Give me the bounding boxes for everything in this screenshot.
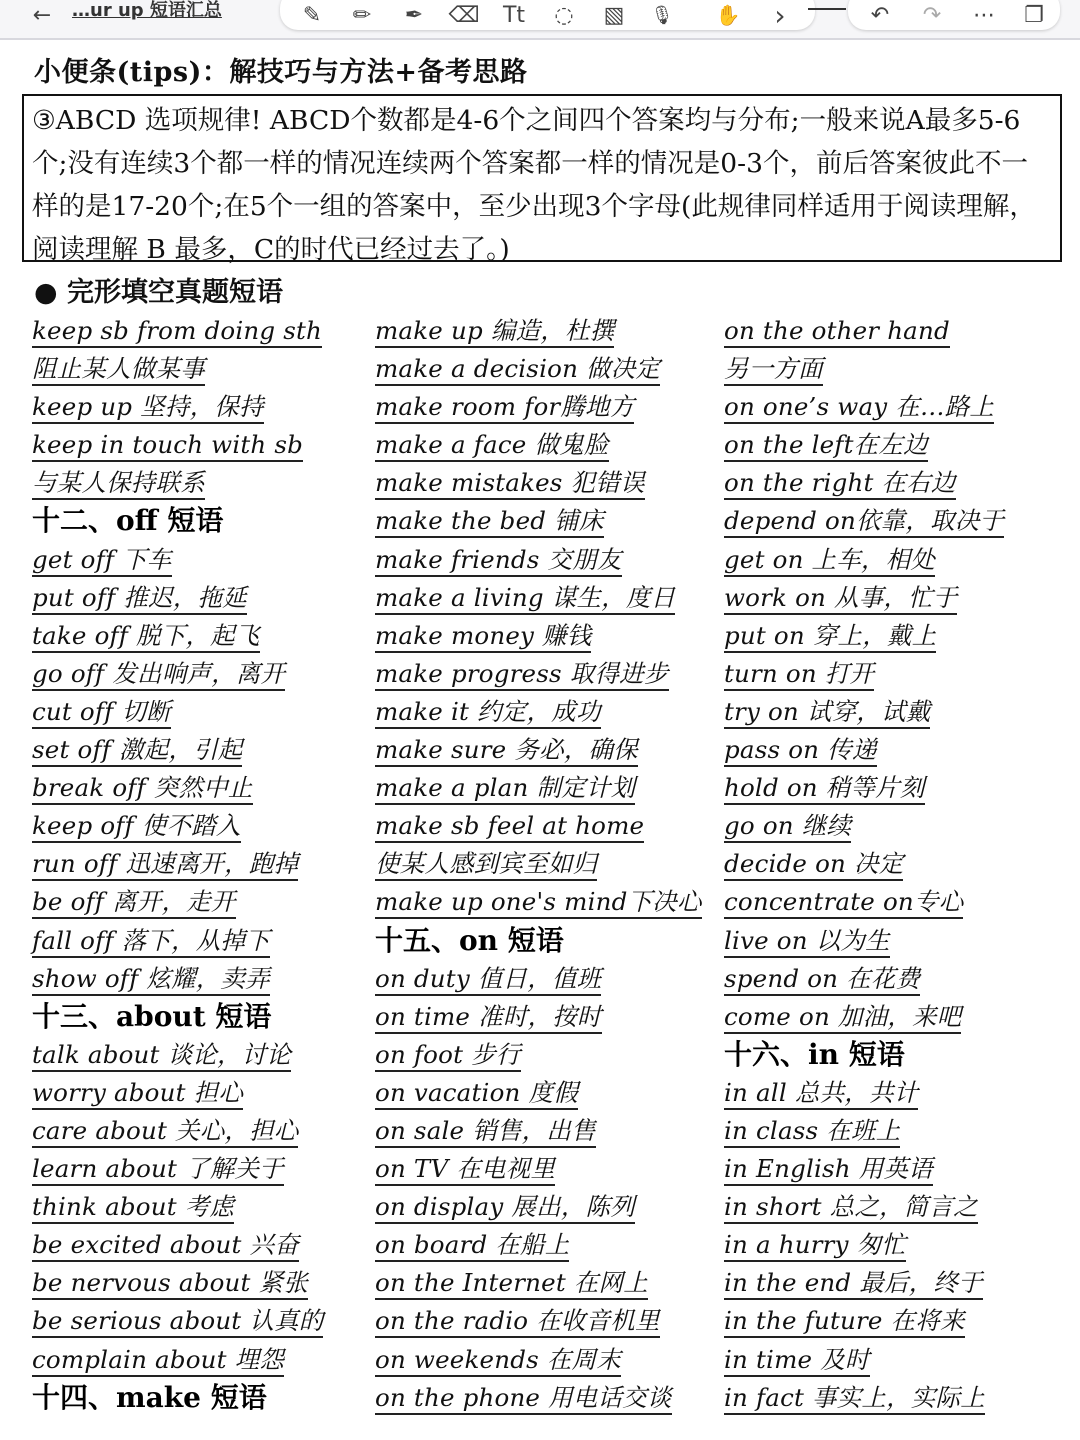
phrase-text: in class 在班上: [724, 1116, 900, 1148]
phrase-text: worry about 担心: [32, 1078, 243, 1110]
phrase-text: in fact 事实上，实际上: [724, 1383, 985, 1415]
phrase-entry: [724, 807, 1074, 845]
phrase-entry: [375, 769, 720, 807]
phrase-text: pass on 传递: [724, 735, 877, 767]
lasso-icon[interactable]: ◌: [554, 2, 574, 28]
phrase-text: 阻止某人做某事: [32, 354, 205, 386]
section-title: [32, 1379, 362, 1417]
more-icon[interactable]: ⋯: [973, 2, 995, 28]
microphone-icon[interactable]: 🎙: [650, 4, 674, 26]
section-title-text: 十三、about 短语: [32, 999, 272, 1033]
phrase-text: put off 推迟，拖延: [32, 583, 247, 615]
phrase-text: make sb feel at home: [375, 811, 644, 843]
phrase-text: on board 在船上: [375, 1230, 569, 1262]
phrase-text: cut off 切断: [32, 697, 171, 729]
phrase-text: think about 考虑: [32, 1192, 234, 1224]
phrase-text: put on 穿上，戴上: [724, 621, 936, 653]
section-title: [32, 502, 362, 540]
text-tool-icon[interactable]: Tt: [502, 2, 526, 28]
phrase-text: on the Internet 在网上: [375, 1268, 648, 1300]
section-title-text: 十二、off 短语: [32, 504, 224, 538]
tip-box: [22, 94, 1062, 265]
phrase-entry: [724, 1379, 1074, 1417]
phrase-text: take off 脱下，起飞: [32, 621, 260, 653]
phrase-entry: [375, 426, 720, 464]
phrase-entry: [32, 312, 362, 350]
tips-title: 小便条(tips)：解技巧与方法+备考思路: [34, 57, 528, 88]
phrase-entry: [32, 1341, 362, 1379]
phrase-entry: [375, 1341, 720, 1379]
section-title: [375, 922, 720, 960]
phrase-text: concentrate on专心: [724, 887, 963, 919]
phrase-text: set off 激起，引起: [32, 735, 242, 767]
phrase-entry: [724, 845, 1074, 883]
phrase-entry: [724, 1341, 1074, 1379]
phrase-text: come on 加油，来吧: [724, 1002, 961, 1034]
phrase-text: on the phone 用电话交谈: [375, 1383, 672, 1415]
phrase-entry: [724, 960, 1074, 998]
phrase-text: be serious about 认真的: [32, 1306, 323, 1338]
phrase-entry: [375, 464, 720, 502]
phrase-entry: [724, 1226, 1074, 1264]
phrase-text: in a hurry 匆忙: [724, 1230, 906, 1262]
phrase-entry: [375, 502, 720, 540]
phrase-text: decide on 决定: [724, 849, 903, 881]
phrase-text: go off 发出响声，离开: [32, 659, 285, 691]
phrase-text: in the end 最后，终于: [724, 1268, 983, 1300]
phrase-entry: [32, 541, 362, 579]
phrase-text: on foot 步行: [375, 1040, 521, 1072]
phrase-entry: [724, 464, 1074, 502]
phrase-entry: [32, 350, 362, 388]
pencil-icon[interactable]: ✏: [352, 2, 372, 28]
phrase-entry: [375, 1226, 720, 1264]
phrase-text: break off 突然中止: [32, 773, 253, 805]
phrase-text: complain about 埋怨: [32, 1345, 284, 1377]
phrase-text: make a plan 制定计划: [375, 773, 635, 805]
phrase-entry: [724, 998, 1074, 1036]
phrase-text: on TV 在电视里: [375, 1154, 555, 1186]
phrase-text: make money 赚钱: [375, 621, 591, 653]
phrase-entry: [375, 845, 720, 883]
phrase-text: in the future 在将来: [724, 1306, 965, 1338]
phrase-text: keep up 坚持，保持: [32, 392, 264, 424]
pen-icon[interactable]: ✎: [302, 2, 322, 28]
eraser-icon[interactable]: ⌫: [448, 2, 480, 28]
phrase-text: 与某人保持联系: [32, 468, 205, 500]
phrase-entry: [32, 960, 362, 998]
phrase-text: talk about 谈论，讨论: [32, 1040, 291, 1072]
tip-text: ③ABCD 选项规律! ABCD个数都是4-6个之间四个答案均与分布;一般来说A最多5-6个;没有连续3个都一样的情况连续两个答案都一样的情况是0-3个，前后答案彼此不一样的是17-20个;在5个一组的答案中，至少出现3个字母(此规律同样适用于阅读理解，阅读理解 B 最多，C的时代已经过去了。): [32, 105, 1036, 265]
phrase-text: in short 总之，简言之: [724, 1192, 978, 1224]
phrase-entry: [375, 312, 720, 350]
phrase-text: on the radio 在收音机里: [375, 1306, 660, 1338]
phrase-text: 另一方面: [724, 354, 823, 386]
phrase-text: on the other hand: [724, 316, 950, 348]
phrase-entry: [724, 617, 1074, 655]
phrase-text: be excited about 兴奋: [32, 1230, 299, 1262]
phrase-text: make the bed 铺床: [375, 506, 604, 538]
phrase-entry: [32, 579, 362, 617]
phrase-text: make a face 做鬼脸: [375, 430, 609, 462]
phrase-entry: [32, 922, 362, 960]
phrase-text: make room for腾地方: [375, 392, 634, 424]
phrase-text: run off 迅速离开，跑掉: [32, 849, 298, 881]
phrase-entry: [32, 693, 362, 731]
phrase-text: be off 离开，走开: [32, 887, 236, 919]
section-title-text: 十六、in 短语: [724, 1037, 905, 1071]
phrase-entry: [375, 960, 720, 998]
phrase-entry: [724, 1112, 1074, 1150]
phrase-text: on display 展出，陈列: [375, 1192, 635, 1224]
phrase-entry: [724, 731, 1074, 769]
back-arrow-icon[interactable]: ←: [32, 2, 52, 28]
phrase-text: make sure 务必，确保: [375, 735, 638, 767]
hand-icon[interactable]: ✋: [715, 3, 741, 27]
phrase-entry: [724, 883, 1074, 921]
phrase-entry: [375, 998, 720, 1036]
phrase-text: live on 以为生: [724, 926, 890, 958]
phrase-entry: [375, 579, 720, 617]
phrase-entry: [375, 731, 720, 769]
phrase-entry: [375, 617, 720, 655]
highlighter-icon[interactable]: ✒: [404, 2, 424, 28]
phrase-entry: [32, 1188, 362, 1226]
phrase-column-1: [32, 312, 362, 1417]
phrase-entry: [724, 350, 1074, 388]
phrase-entry: [375, 655, 720, 693]
phrase-text: get on 上车，相处: [724, 545, 935, 577]
phrase-entry: [375, 693, 720, 731]
phrase-entry: [724, 693, 1074, 731]
phrase-entry: [375, 1036, 720, 1074]
phrase-text: make progress 取得进步: [375, 659, 669, 691]
phrase-entry: [724, 1302, 1074, 1340]
phrase-entry: [375, 541, 720, 579]
phrase-entry: [375, 388, 720, 426]
phrase-entry: [375, 1264, 720, 1302]
chevron-right-icon[interactable]: ›: [774, 0, 786, 32]
phrase-entry: [32, 1112, 362, 1150]
phrase-text: work on 从事，忙于: [724, 583, 957, 615]
phrase-entry: [375, 1302, 720, 1340]
phrase-entry: [375, 1188, 720, 1226]
redo-icon[interactable]: ↷: [922, 2, 942, 28]
document-title[interactable]: …ur up 短语汇总: [72, 0, 222, 21]
phrase-text: make up 编造，杜撰: [375, 316, 614, 348]
phrase-text: in all 总共，共计: [724, 1078, 918, 1110]
phrase-entry: [32, 388, 362, 426]
phrase-entry: [724, 769, 1074, 807]
phrase-text: show off 炫耀，卖弄: [32, 964, 270, 996]
phrase-entry: [724, 1188, 1074, 1226]
phrase-text: make a living 谋生，度日: [375, 583, 675, 615]
phrase-text: make it 约定，成功: [375, 697, 601, 729]
page-indicator-line: [808, 8, 846, 10]
phrase-text: on sale 销售，出售: [375, 1116, 596, 1148]
top-toolbar: [0, 0, 1080, 40]
phrase-entry: [32, 845, 362, 883]
phrase-column-2: [375, 312, 720, 1417]
phrase-text: keep off 使不踏入: [32, 811, 241, 843]
phrase-entry: [32, 883, 362, 921]
phrase-text: on duty 值日，值班: [375, 964, 601, 996]
section-title-text: 十四、make 短语: [32, 1380, 267, 1414]
phrase-column-3: [724, 312, 1074, 1417]
phrase-entry: [724, 1074, 1074, 1112]
phrase-entry: [724, 1150, 1074, 1188]
phrase-text: in time 及时: [724, 1345, 870, 1377]
phrase-text: learn about 了解关于: [32, 1154, 284, 1186]
phrase-entry: [32, 1264, 362, 1302]
phrase-text: hold on 稍等片刻: [724, 773, 925, 805]
pages-icon[interactable]: ❐: [1024, 2, 1044, 28]
phrase-text: be nervous about 紧张: [32, 1268, 308, 1300]
phrase-entry: [724, 655, 1074, 693]
phrase-text: keep in touch with sb: [32, 430, 303, 462]
phrase-entry: [32, 731, 362, 769]
phrase-text: make up one's mind下决心: [375, 887, 702, 919]
phrase-entry: [32, 464, 362, 502]
phrase-text: 使某人感到宾至如归: [375, 849, 597, 881]
phrase-text: on vacation 度假: [375, 1078, 578, 1110]
phrase-entry: [724, 579, 1074, 617]
phrase-text: on the right 在右边: [724, 468, 956, 500]
phrase-entry: [375, 350, 720, 388]
phrase-entry: [32, 1302, 362, 1340]
phrase-entry: [375, 807, 720, 845]
phrase-entry: [32, 1074, 362, 1112]
phrase-text: make friends 交朋友: [375, 545, 622, 577]
phrase-text: on the left在左边: [724, 430, 928, 462]
section-title-text: 十五、on 短语: [375, 923, 564, 957]
section-title: [32, 998, 362, 1036]
phrase-entry: [32, 1226, 362, 1264]
phrase-text: keep sb from doing sth: [32, 316, 322, 348]
phrase-entry: [32, 655, 362, 693]
phrase-entry: [724, 502, 1074, 540]
phrase-text: get off 下车: [32, 545, 172, 577]
phrase-entry: [375, 1379, 720, 1417]
phrase-entry: [724, 426, 1074, 464]
phrase-text: make mistakes 犯错误: [375, 468, 645, 500]
phrase-entry: [32, 1150, 362, 1188]
phrase-text: make a decision 做决定: [375, 354, 660, 386]
phrase-entry: [375, 1150, 720, 1188]
phrase-text: on one’s way 在…路上: [724, 392, 994, 424]
section-heading: ● 完形填空真题短语: [34, 277, 283, 308]
undo-icon[interactable]: ↶: [870, 2, 890, 28]
section-title: [724, 1036, 1074, 1074]
phrase-entry: [724, 541, 1074, 579]
phrase-text: spend on 在花费: [724, 964, 920, 996]
phrase-entry: [32, 617, 362, 655]
phrase-text: on time 准时，按时: [375, 1002, 602, 1034]
phrase-entry: [32, 769, 362, 807]
phrase-text: care about 关心，担心: [32, 1116, 298, 1148]
phrase-entry: [724, 922, 1074, 960]
phrase-entry: [32, 1036, 362, 1074]
phrase-text: go on 继续: [724, 811, 851, 843]
phrase-entry: [724, 388, 1074, 426]
phrase-text: fall off 落下，从掉下: [32, 926, 270, 958]
phrase-text: try on 试穿，试戴: [724, 697, 930, 729]
phrase-text: turn on 打开: [724, 659, 874, 691]
phrase-entry: [32, 426, 362, 464]
image-icon[interactable]: ▧: [603, 2, 625, 28]
phrase-entry: [32, 807, 362, 845]
phrase-text: depend on依靠，取决于: [724, 506, 1004, 538]
phrase-entry: [375, 1112, 720, 1150]
phrase-entry: [375, 883, 720, 921]
phrase-entry: [375, 1074, 720, 1112]
phrase-entry: [724, 312, 1074, 350]
phrase-text: on weekends 在周末: [375, 1345, 621, 1377]
phrase-entry: [724, 1264, 1074, 1302]
phrase-text: in English 用英语: [724, 1154, 933, 1186]
